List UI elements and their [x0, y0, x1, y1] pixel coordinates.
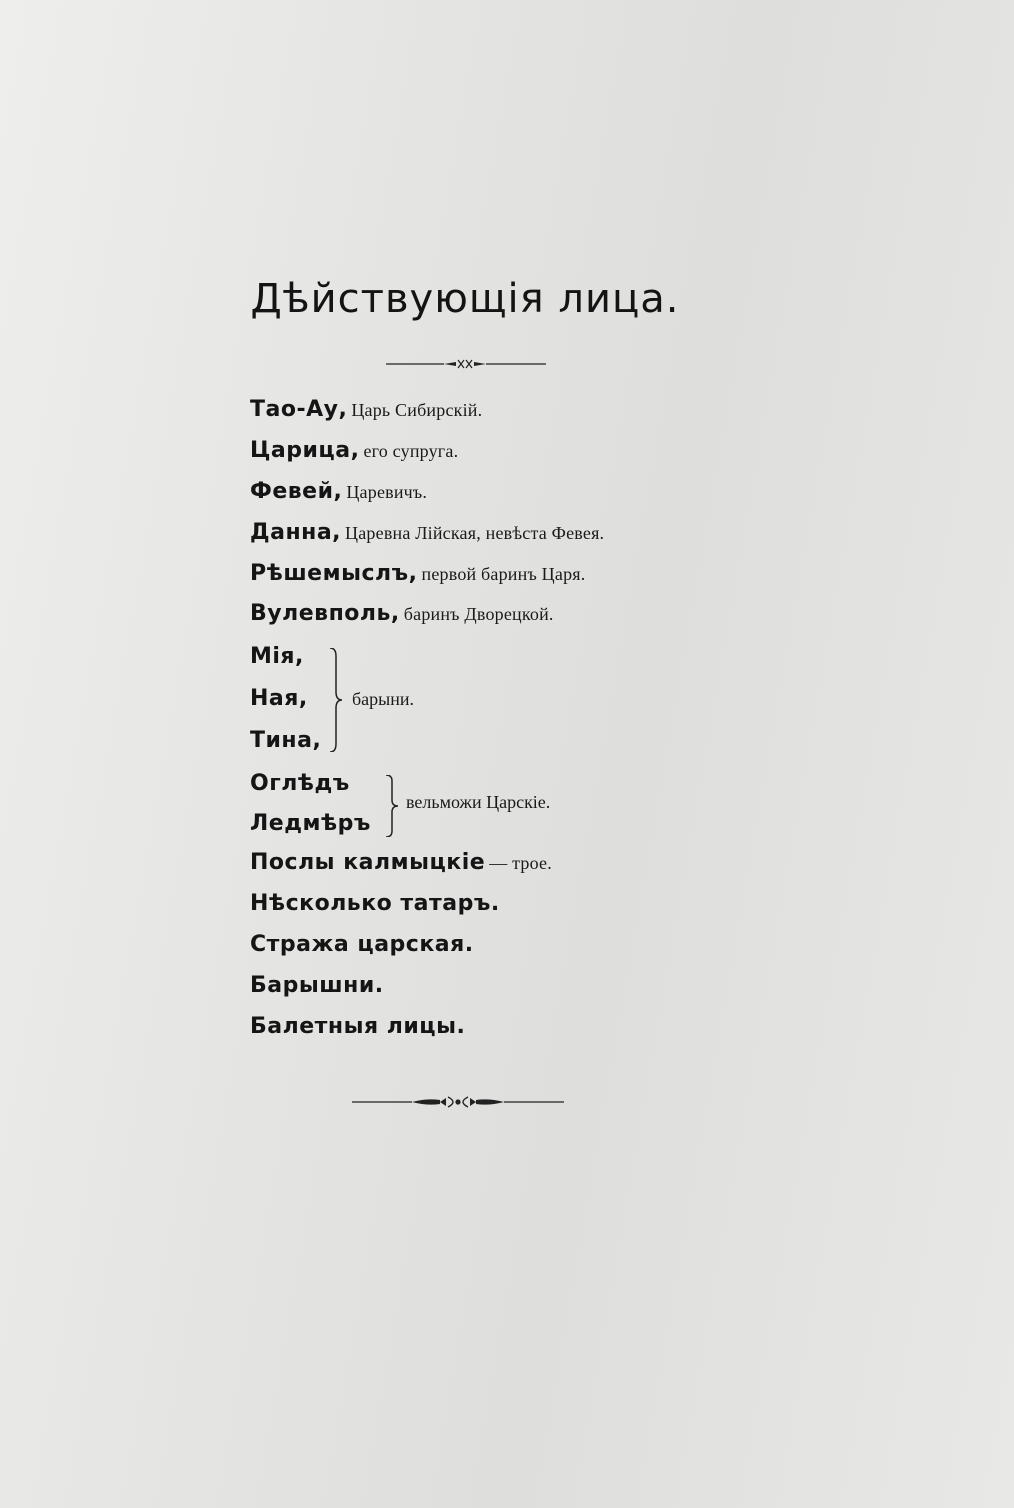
ladies-group: [250, 644, 550, 754]
character-description: Царевичъ.: [346, 482, 428, 502]
noble-name: Ледмѣръ: [250, 811, 371, 836]
ladies-description: барыни.: [352, 689, 415, 709]
brace-icon: [328, 648, 344, 752]
noble-name: Оглѣдъ: [250, 771, 350, 796]
character-name: Стража царская.: [250, 932, 474, 957]
nobles-group: [250, 771, 650, 841]
page-title: Дѣйствующія лица.: [250, 276, 680, 322]
character-line: [250, 438, 458, 463]
ornament-divider-bottom-icon: [352, 1092, 564, 1112]
character-name: Тао-Ау,: [250, 397, 348, 422]
character-description: баринъ Дворецкой.: [403, 604, 554, 624]
character-line: [250, 850, 552, 875]
nobles-description: вельможи Царскіе.: [406, 792, 551, 812]
lady-name: Тина,: [250, 728, 322, 753]
character-line: [250, 561, 585, 586]
character-name: Балетныя лицы.: [250, 1014, 466, 1039]
character-name: Царица,: [250, 438, 360, 463]
character-line: [250, 1014, 465, 1039]
character-line: [250, 973, 384, 998]
ornament-divider-top-icon: [386, 357, 546, 371]
brace-icon: [384, 775, 400, 837]
character-name: Барышни.: [250, 973, 384, 998]
character-description: Царевна Лійская, невѣста Февея.: [345, 523, 605, 543]
character-description: — трое.: [489, 853, 552, 873]
character-line: [250, 520, 604, 545]
character-line: [250, 479, 427, 504]
lady-name: Ная,: [250, 686, 308, 711]
lady-name: Мія,: [250, 644, 304, 669]
character-line: [250, 397, 482, 422]
character-description: его супруга.: [363, 441, 459, 461]
character-name: Февей,: [250, 479, 343, 504]
character-description: Царь Сибирскій.: [351, 400, 483, 420]
character-line: [250, 601, 554, 626]
character-line: [250, 932, 474, 957]
character-name: Рѣшемыслъ,: [250, 561, 418, 586]
character-name: Данна,: [250, 520, 342, 545]
character-name: Вулевполь,: [250, 601, 400, 626]
character-name: Послы калмыцкіе: [250, 850, 486, 875]
character-name: Нѣсколько татаръ.: [250, 891, 500, 916]
character-description: первой баринъ Царя.: [421, 564, 586, 584]
character-line: [250, 891, 500, 916]
